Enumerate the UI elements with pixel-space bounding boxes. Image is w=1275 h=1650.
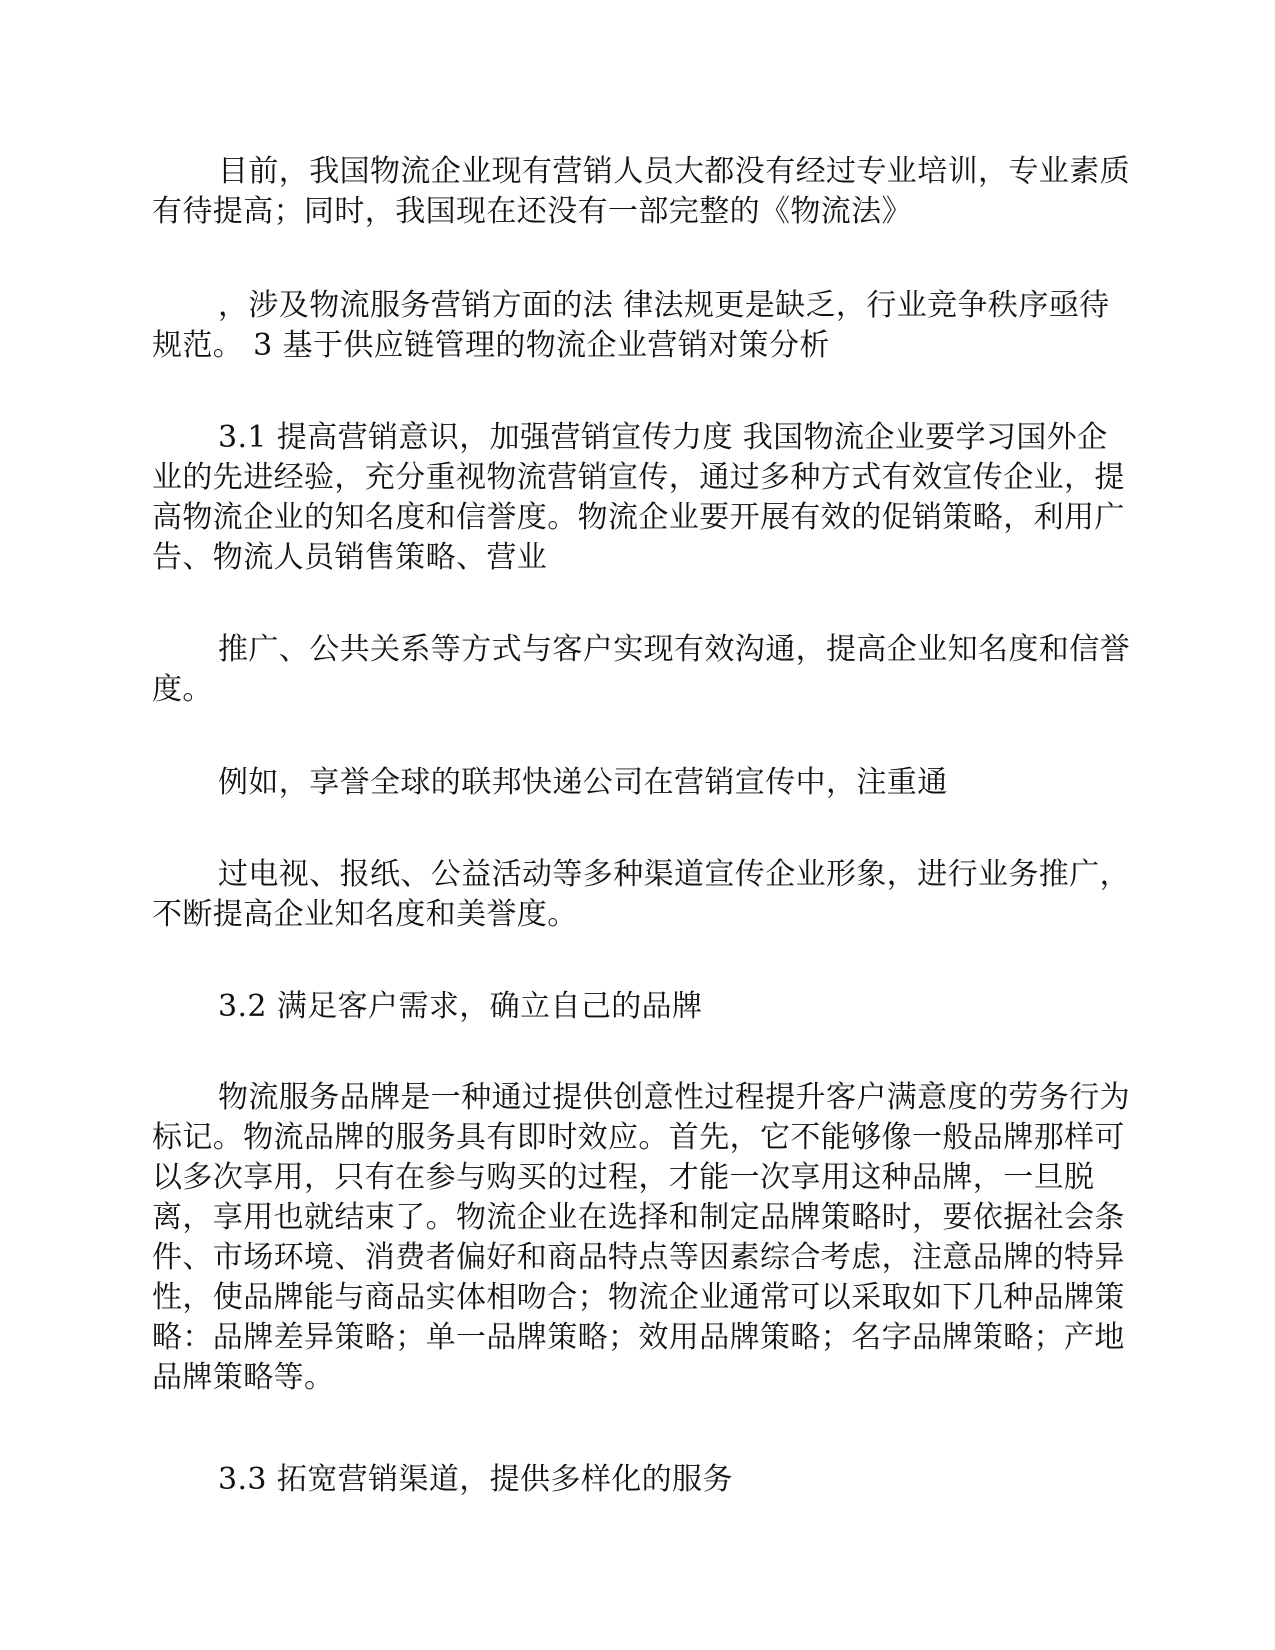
paragraph-logistics-law: ，涉及物流服务营销方面的法 律法规更是缺乏，行业竞争秩序亟待规范。 3 基于供应链管理的物流企业营销对策分析	[152, 288, 1110, 363]
paragraph-section-3-1: 3.1 提高营销意识，加强营销宣传力度 我国物流企业要学习国外企业的先进经验，充分重视物流营销宣传，通过多种方式有效宣传企业，提高物流企业的知名度和信誉度。物流企业要开展有效的促销策略，利用广告、物流人员销售策略、营业	[152, 420, 1125, 575]
paragraph-media-channels: 过电视、报纸、公益活动等多种渠道宣传企业形象，进行业务推广，不断提高企业知名度和美誉度。	[152, 857, 1130, 932]
section-heading-3-2: 3.2 满足客户需求，确立自己的品牌	[218, 989, 703, 1024]
paragraph-fedex-example: 例如，享誉全球的联邦快递公司在营销宣传中，注重通	[218, 765, 948, 800]
section-heading-3-3: 3.3 拓宽营销渠道，提供多样化的服务	[218, 1462, 733, 1497]
paragraph-marketing-staff: 目前，我国物流企业现有营销人员大都没有经过专业培训，专业素质有待提高；同时，我国现在还没有一部完整的《物流法》	[152, 154, 1130, 229]
paragraph-promotion-methods: 推广、公共关系等方式与客户实现有效沟通，提高企业知名度和信誉度。	[152, 632, 1130, 707]
paragraph-brand-strategy: 物流服务品牌是一种通过提供创意性过程提升客户满意度的劳务行为标记。物流品牌的服务具有即时效应。首先，它不能够像一般品牌那样可以多次享用，只有在参与购买的过程，才能一次享用这种品牌，一旦脱离，享用也就结束了。物流企业在选择和制定品牌策略时，要依据社会条件、市场环境、消费者偏好和商品特点等因素综合考虑，注意品牌的特异性，使品牌能与商品实体相吻合；物流企业通常可以采取如下几种品牌策略：品牌差异策略；单一品牌策略；效用品牌策略；名字品牌策略；产地品牌策略等。	[152, 1080, 1130, 1395]
